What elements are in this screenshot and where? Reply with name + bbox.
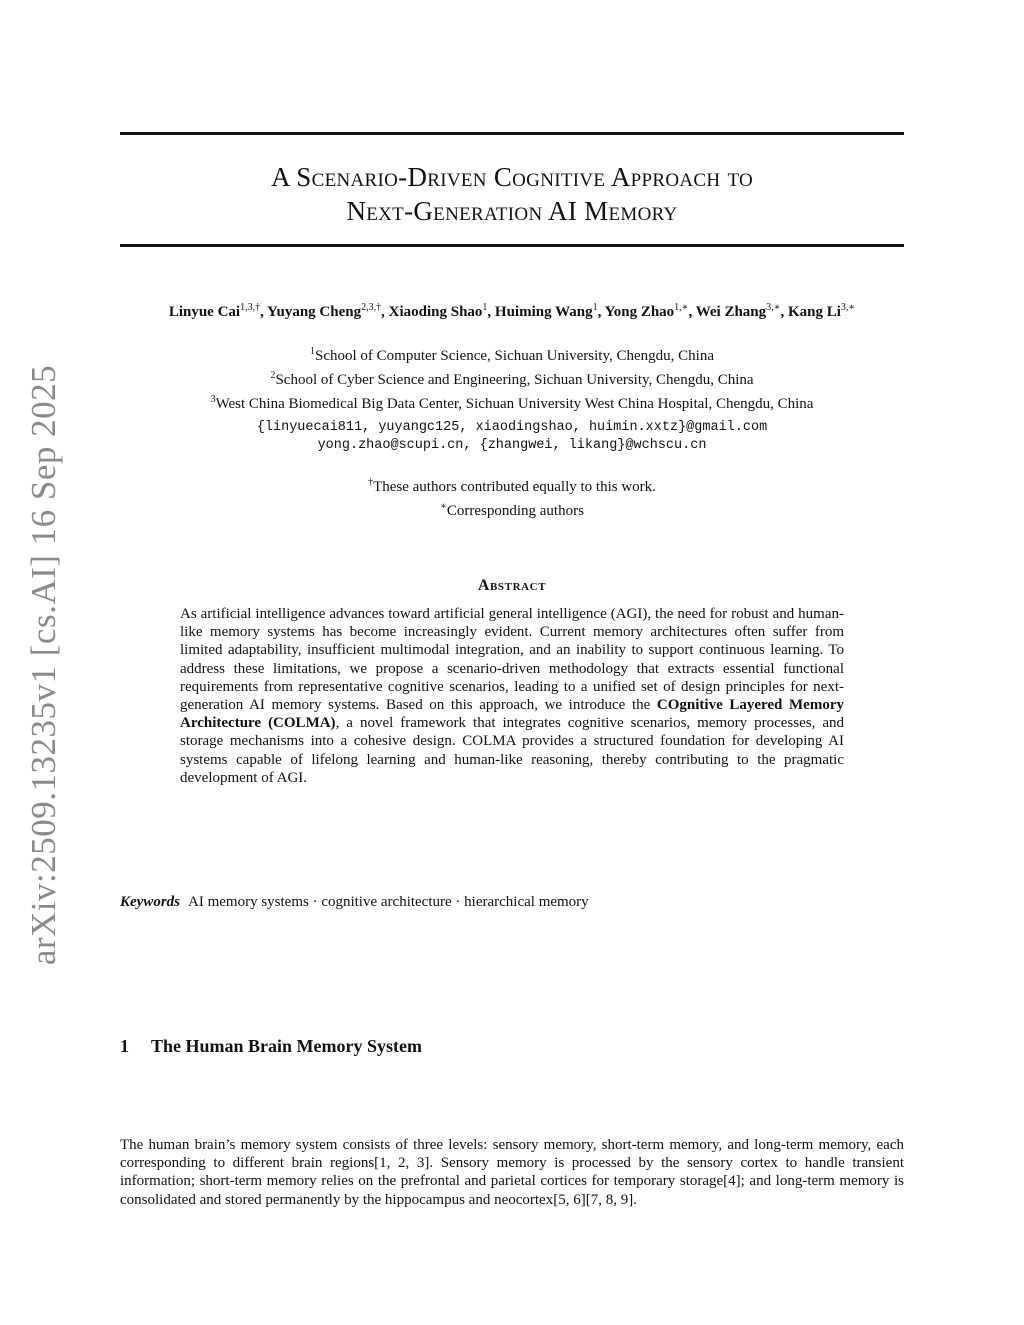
author-sup: 1,3,† xyxy=(240,302,261,313)
note-text: Corresponding authors xyxy=(446,503,584,519)
affiliation-line xyxy=(120,366,904,390)
author-name: Huiming Wang xyxy=(494,304,593,320)
affiliation-text: School of Cyber Science and Engineering, Sichuan University, Chengdu, China xyxy=(275,372,754,388)
author-name: Kang Li xyxy=(787,304,841,320)
affiliation-text: School of Computer Science, Sichuan University, Chengdu, China xyxy=(315,348,714,364)
title-line-2: Next-Generation AI Memory xyxy=(346,196,678,226)
section-heading xyxy=(120,1036,422,1057)
author-notes xyxy=(120,473,904,521)
abstract-part: As artificial intelligence advances toward artificial general intelligence (AGI), the need for robust and human-like memory systems has become increasingly evident. Current memory architectures often suffer from limited adaptability, insufficient multimodal integration, and an inability to support continuous learning. To address these limitations, we propose a scenario-driven methodology that extracts essential functional requirements from representative cognitive scenarios, leading to a unified set of design principles for next-generation AI memory systems. Based on this approach, we introduce the xyxy=(180,606,844,714)
author-name: Linyue Cai xyxy=(168,304,241,320)
author-name: Wei Zhang xyxy=(695,304,767,320)
author-list: Linyue Cai$^{1,3,\dagger}$, Yuyang Cheng$^{2,3,\dagger}$, Xiaoding Shao$^1$, Huiming Wang$^1$, Yong Zhao$^{1,∗}$, Wei Zhang$^{3,∗}$, Kang $Li^{3,∗}$ xyxy=(168,302,856,320)
note-sup: † xyxy=(368,477,374,488)
affiliation-sup: 1 xyxy=(310,346,316,357)
author-sup: 2,3,† xyxy=(361,302,382,313)
author-sup: 1 xyxy=(482,302,488,313)
affiliation-text: West China Biomedical Big Data Center, Sichuan University West China Hospital, Chengdu, China xyxy=(215,396,814,412)
email-line: yong.zhao@scupi.cn, {zhangwei, likang}@wchscu.cn xyxy=(317,438,707,453)
affiliation-line xyxy=(120,342,904,366)
keywords-text: AI memory systems · cognitive architecture · hierarchical memory xyxy=(188,894,589,910)
author-name: Xiaoding Shao xyxy=(388,304,483,320)
equal-contribution-note xyxy=(120,473,904,497)
note-text: These authors contributed equally to this work. xyxy=(373,479,656,495)
author-emails xyxy=(120,419,904,455)
section-title: The Human Brain Memory System xyxy=(151,1036,422,1056)
affiliation-sup: 3 xyxy=(210,394,216,405)
note-sup: ∗ xyxy=(440,501,447,512)
title-bottom-rule xyxy=(120,244,904,247)
email-line: {linyuecai811, yuyangc125, xiaodingshao, huimin.xxtz}@gmail.com xyxy=(256,420,768,435)
keywords xyxy=(120,894,589,911)
title-line-1: A Scenario-Driven Cognitive Approach to xyxy=(270,162,754,192)
corresponding-note xyxy=(120,497,904,521)
author-sup: 3,∗ xyxy=(840,302,856,313)
author-sup: 1,∗ xyxy=(674,302,689,313)
title-top-rule xyxy=(120,132,904,135)
keywords-label: Keywords xyxy=(120,894,180,910)
affiliation-sup: 2 xyxy=(270,370,276,381)
abstract-heading: Abstract xyxy=(477,577,547,594)
abstract-bold-term: COgnitive Layered Memory Architecture (COLMA) xyxy=(180,697,844,732)
abstract-text xyxy=(180,605,844,787)
author-name: Yuyang Cheng xyxy=(267,304,362,320)
section-number: 1 xyxy=(120,1036,129,1056)
paper-title xyxy=(120,160,904,228)
author-name: Yong Zhao xyxy=(604,304,675,320)
author-sup: 3,∗ xyxy=(766,302,781,313)
author-sup: 1 xyxy=(592,302,598,313)
affiliations xyxy=(120,342,904,414)
arxiv-identifier: arXiv:2509.13235v1 [cs.AI] 16 Sep 2025 xyxy=(24,364,63,966)
body-paragraph: The human brain’s memory system consists of three levels: sensory memory, short-term memory, and long-term memory, each corresponding to different brain regions[1, 2, 3]. Sensory memory is processed by the sensory cortex to handle transient information; short-term memory relies on the prefrontal and parietal cortices for temporary storage[4]; and long-term memory is consolidated and stored permanently by the hippocampus and neocortex[5, 6][7, 8, 9]. xyxy=(120,1137,904,1208)
affiliation-line xyxy=(120,390,904,414)
abstract-part: , a novel framework that integrates cognitive scenarios, memory processes, and storage mechanisms into a cohesive design. COLMA provides a structured foundation for developing AI systems capable of lifelong learning and human-like reasoning, thereby contributing to the pragmatic development of AGI. xyxy=(180,715,844,786)
